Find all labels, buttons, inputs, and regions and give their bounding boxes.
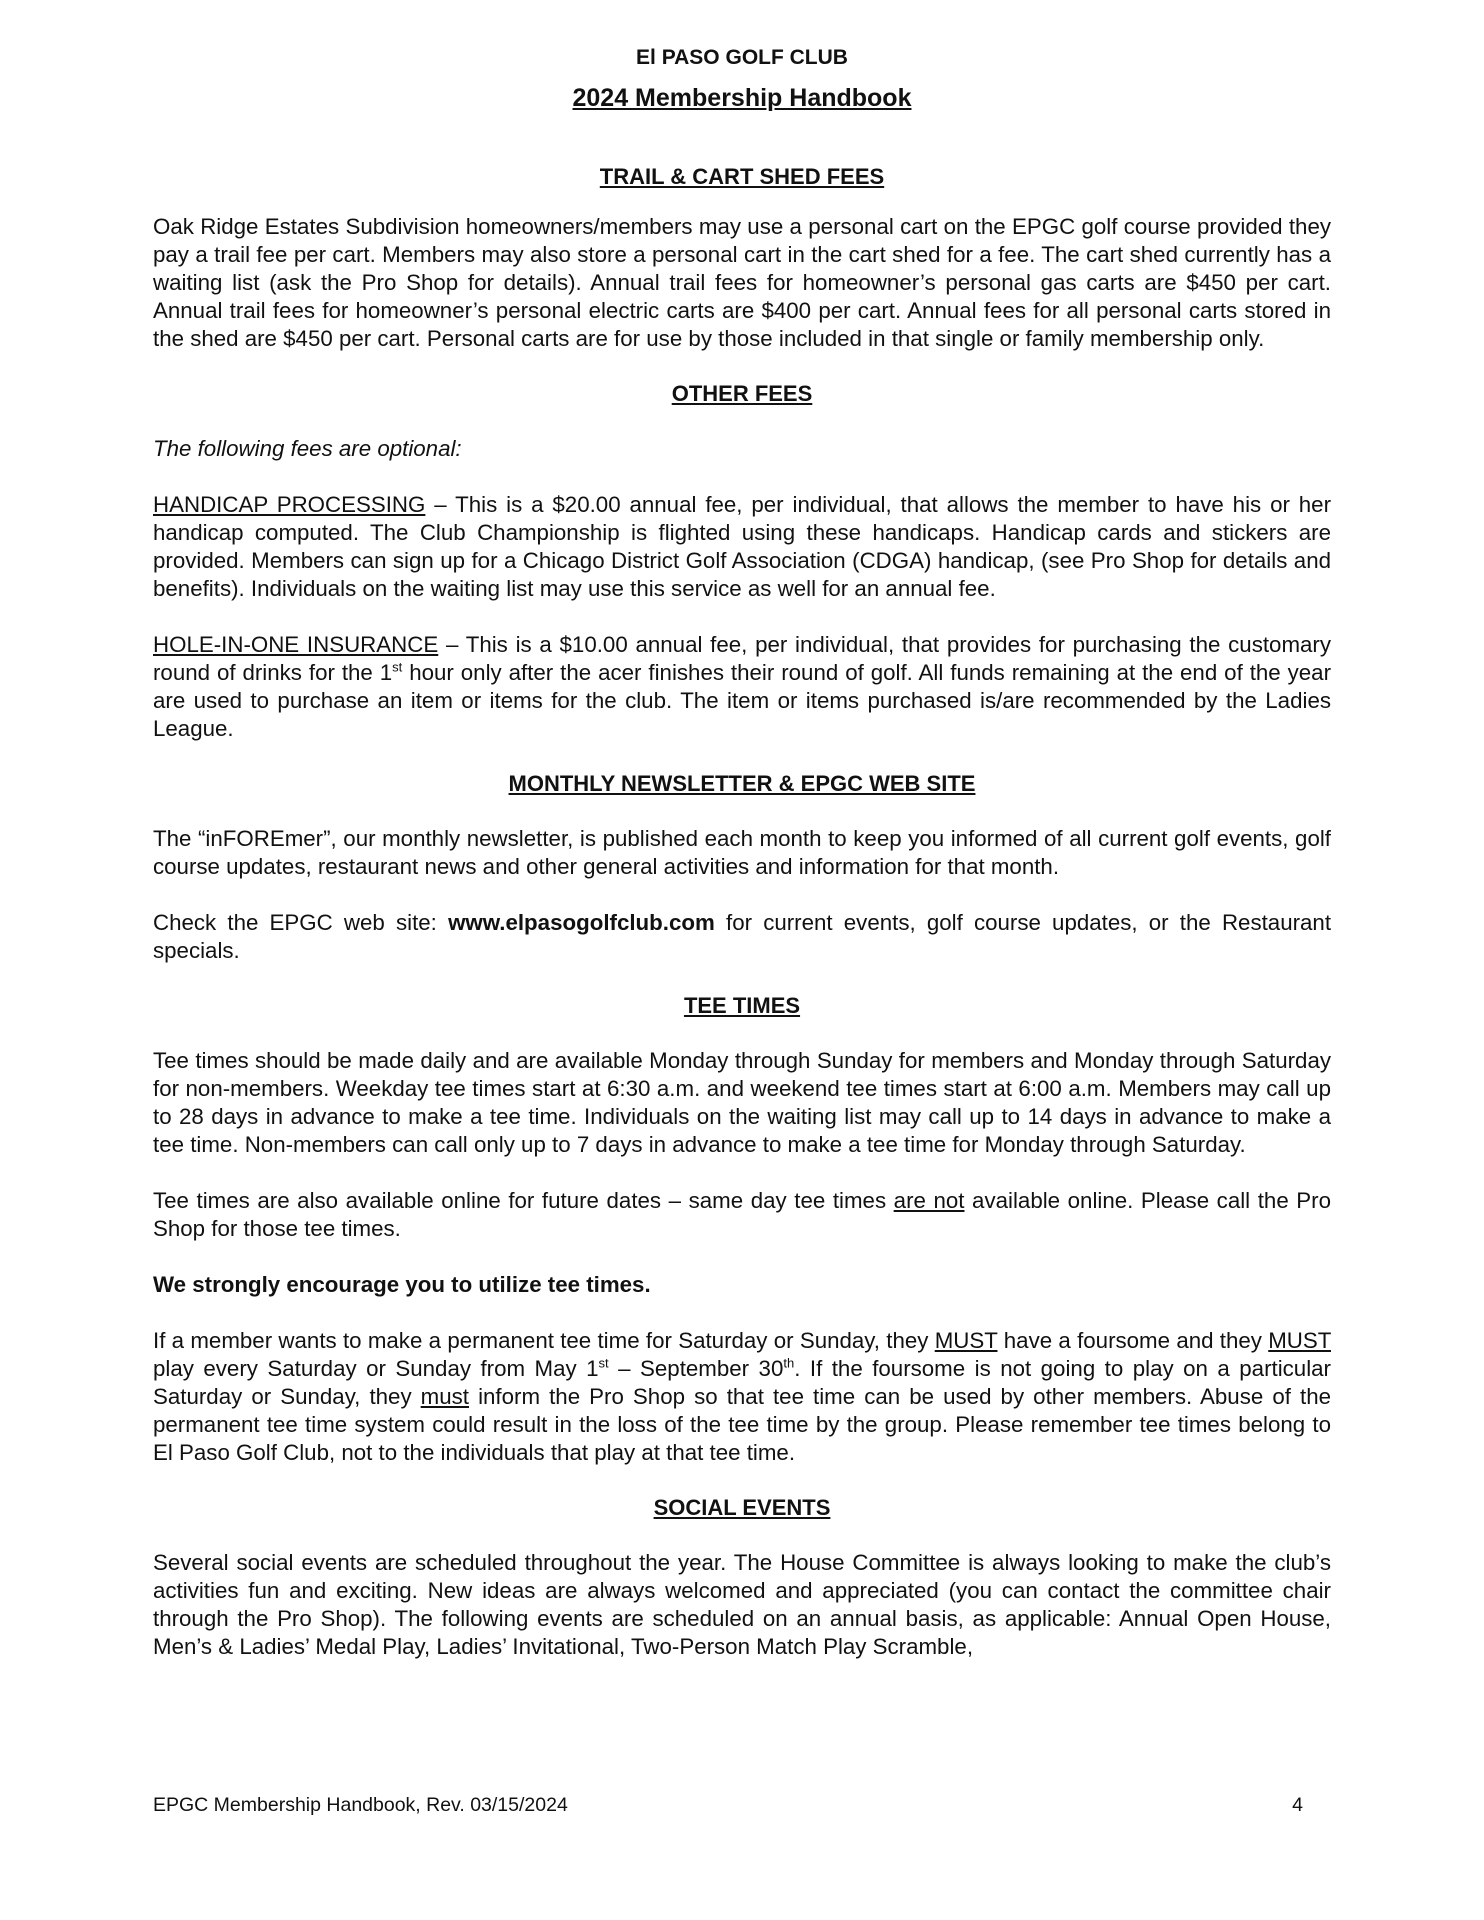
page-footer (153, 1794, 1303, 1817)
permanent-text-b: have a foursome and they (997, 1328, 1269, 1353)
handicap-paragraph (153, 491, 1331, 603)
must-emphasis-2: MUST (1268, 1328, 1331, 1353)
hole-in-one-sup: st (392, 659, 403, 675)
optional-fees-intro: The following fees are optional: (153, 436, 462, 461)
other-fees-heading: OTHER FEES (671, 381, 813, 406)
st-superscript: st (598, 1355, 609, 1371)
tee-times-heading: TEE TIMES (683, 993, 801, 1018)
website-paragraph (153, 909, 1331, 965)
newsletter-paragraph: The “inFOREmer”, our monthly newsletter, is published each month to keep you informed of all current golf events, golf course updates, restaurant news and other general activities and information for that month. (153, 826, 1331, 879)
permanent-text-e: . If the foursome is not going to play on a particular Saturday or Sunday, they (153, 1356, 1331, 1409)
tee-times-paragraph-1: Tee times should be made daily and are available Monday through Sunday for members and Monday through Saturday for non-members. Weekday tee times start at 6:30 a.m. and weekend tee times start at 6:00 a.m. Members may call up to 28 days in advance to make a tee time. Individuals on the waiting list may call up to 14 days in advance to make a tee time. Non-members can call only up to 7 days in advance to make a tee time for Monday through Saturday. (153, 1048, 1331, 1157)
th-superscript: th (783, 1355, 795, 1371)
handicap-text: – This is a $20.00 annual fee, per individual, that allows the member to have his or her handicap computed. The Club Championship is flighted using these handicaps. Handicap cards and stickers are provided. Members can sign up for a Chicago District Golf Association (CDGA) handicap, (see Pro Shop for details and benefits). Individuals on the waiting list may use this service as well for an annual fee. (153, 492, 1331, 601)
permanent-text-a: If a member wants to make a permanent tee time for Saturday or Sunday, they (153, 1328, 935, 1353)
trail-paragraph: Oak Ridge Estates Subdivision homeowners/members may use a personal cart on the EPGC golf course provided they pay a trail fee per cart. Members may also store a personal cart in the cart shed for a fee. The cart shed currently has a waiting list (ask the Pro Shop for details). Annual trail fees for homeowner’s personal gas carts are $450 per cart. Annual trail fees for homeowner’s personal electric carts are $400 per cart. Annual fees for all personal carts stored in the shed are $450 per cart. Personal carts are for use by those included in that single or family membership only. (153, 214, 1331, 351)
permanent-tee-time-paragraph (153, 1327, 1331, 1467)
tee-times-online-text-1: Tee times are also available online for future dates – same day tee times (153, 1188, 894, 1213)
club-name: El PASO GOLF CLUB (636, 46, 848, 69)
social-events-heading: SOCIAL EVENTS (653, 1495, 831, 1520)
website-text-2: for current events, golf course updates, or the Restaurant specials. (153, 910, 1332, 963)
newsletter-heading: MONTHLY NEWSLETTER & EPGC WEB SITE (508, 771, 976, 796)
website-text-1: Check the EPGC web site: (153, 910, 449, 935)
hole-in-one-paragraph (153, 631, 1331, 743)
handbook-page (153, 36, 1331, 1661)
footer-revision: EPGC Membership Handbook, Rev. 03/15/2024 (153, 1794, 568, 1816)
permanent-text-d: – September 30 (608, 1356, 784, 1381)
hole-in-one-text-1: – This is a $10.00 annual fee, per individual, that provides for purchasing the customary round of drinks for the 1 (153, 632, 1331, 685)
page-number: 4 (1292, 1794, 1303, 1816)
tee-times-online-text-2: available online. Please call the Pro Shop for those tee times. (153, 1188, 1331, 1241)
tee-times-paragraph-2 (153, 1187, 1331, 1243)
trail-heading: TRAIL & CART SHED FEES (599, 164, 885, 189)
handicap-label: HANDICAP PROCESSING (153, 492, 426, 517)
permanent-text-c: play every Saturday or Sunday from May 1 (153, 1356, 599, 1381)
are-not-emphasis: are not (893, 1188, 965, 1213)
handbook-title: 2024 Membership Handbook (572, 84, 912, 112)
website-link[interactable]: www.elpasogolfclub.com (448, 910, 715, 935)
permanent-text-f: inform the Pro Shop so that tee time can be used by other members. Abuse of the permanent tee time system could result in the loss of the tee time by the group. Please remember tee times belong to El Paso Golf Club, not to the individuals that play at that tee time. (153, 1384, 1331, 1465)
hole-in-one-label: HOLE-IN-ONE INSURANCE (153, 632, 439, 657)
encourage-statement: We strongly encourage you to utilize tee times. (153, 1272, 651, 1297)
must-emphasis-3: must (420, 1384, 469, 1409)
hole-in-one-text-2: hour only after the acer finishes their round of golf. All funds remaining at the end of the year are used to purchase an item or items for the club. The item or items purchased is/are recommended by the Ladies League. (153, 660, 1331, 741)
social-events-paragraph: Several social events are scheduled throughout the year. The House Committee is always looking to make the club’s activities fun and exciting. New ideas are always welcomed and appreciated (you can contact the committee chair through the Pro Shop). The following events are scheduled on an annual basis, as applicable: Annual Open House, Men’s & Ladies’ Medal Play, Ladies’ Invitational, Two-Person Match Play Scramble, (153, 1550, 1331, 1659)
must-emphasis-1: MUST (934, 1328, 998, 1353)
